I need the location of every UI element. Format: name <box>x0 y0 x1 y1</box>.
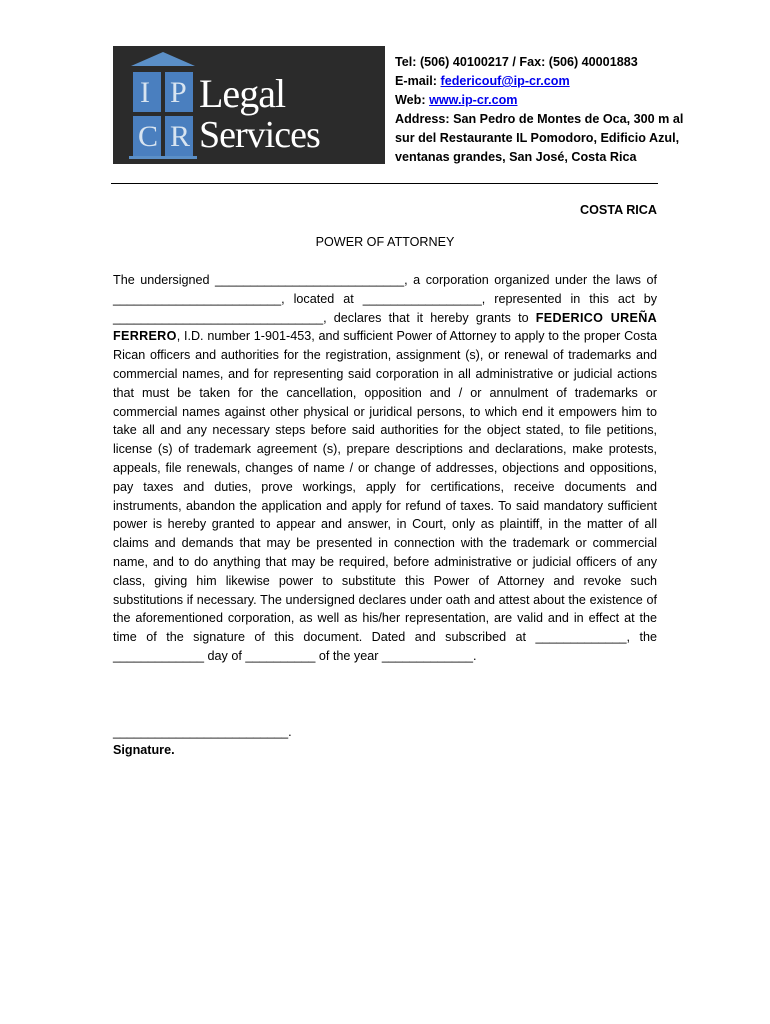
logo-letter-r: R <box>170 120 191 153</box>
document-title: POWER OF ATTORNEY <box>315 235 455 249</box>
body-paragraph <box>113 271 657 666</box>
web-label: Web: <box>395 93 430 107</box>
logo-base <box>129 156 197 159</box>
signature-label: Signature. <box>113 743 175 757</box>
address-line-3: ventanas grandes, San José, Costa Rica <box>395 150 637 164</box>
web-line <box>395 91 725 110</box>
logo-word-services: Services <box>199 114 320 156</box>
header-divider <box>111 183 658 184</box>
body-text-part1: The undersigned ___________________________, a corporation organized under the laws of ________________________, located at _________________, represented in this act by ______________________________, declares that it hereby grants to <box>113 273 657 325</box>
web-link[interactable]: www.ip-cr.com <box>429 93 518 107</box>
grantee-name: FEDERICO UREÑA FERRERO <box>113 310 657 344</box>
body-text-part2: , I.D. number 1-901-453, and sufficient Power of Attorney to apply to the proper Costa Rican officers and authorities for the registration, assignment (s), or renewal of trademarks and commercial names, and for representing said corporation in all administrative or judicial actions that must be taken for the cancellation, opposition and / or annulment of trademarks or commercial names against other physical or juridical persons, to which end it empowers him to take all and any necessary steps before said authorities for the object stated, to file petitions, license (s) of trademark agreement (s), prepare descriptions and declarations, make protests, appeals, file renewals, changes of name / or change of addresses, objections and oppositions, pay taxes and duties, prove workings, apply for certifications, receive documents and instruments, abandon the application and apply for refund of taxes. To said mandatory sufficient power is hereby granted to appear and answer, in Court, only as plaintiff, in the matter of all claims and demands that may be presented in connection with the trademark or commercial name, and to do anything that may be required, before administrative or judicial officers of any class, giving him likewise power to substitute this Power of Attorney and revoke such substitutions if necessary. The undersigned declares under oath and attest about the existence of the aforementioned corporation, as well as his/her representation, are valid and in effect at the time of the signature of this document. Dated and subscribed at _____________, the _____________ day of __________ of the year _____________. <box>113 329 657 663</box>
email-link[interactable]: federicouf@ip-cr.com <box>440 74 570 88</box>
contact-block <box>395 53 725 167</box>
address-line-1: Address: San Pedro de Montes de Oca, 300 m al <box>395 112 684 126</box>
logo-letter-p: P <box>170 76 187 109</box>
signature-line: _________________________. <box>113 725 292 739</box>
address-line-2: sur del Restaurante IL Pomodoro, Edificio Azul, <box>395 131 680 145</box>
email-label: E-mail: <box>395 74 441 88</box>
logo-roof <box>131 52 195 66</box>
company-logo <box>113 46 385 164</box>
country-heading: COSTA RICA <box>580 203 657 217</box>
logo-letter-i: I <box>140 76 150 109</box>
logo-word-legal: Legal <box>199 71 286 116</box>
tel-fax-line: Tel: (506) 40100217 / Fax: (506) 40001883 <box>395 55 638 69</box>
email-line <box>395 72 725 91</box>
logo-letter-c: C <box>138 120 159 153</box>
